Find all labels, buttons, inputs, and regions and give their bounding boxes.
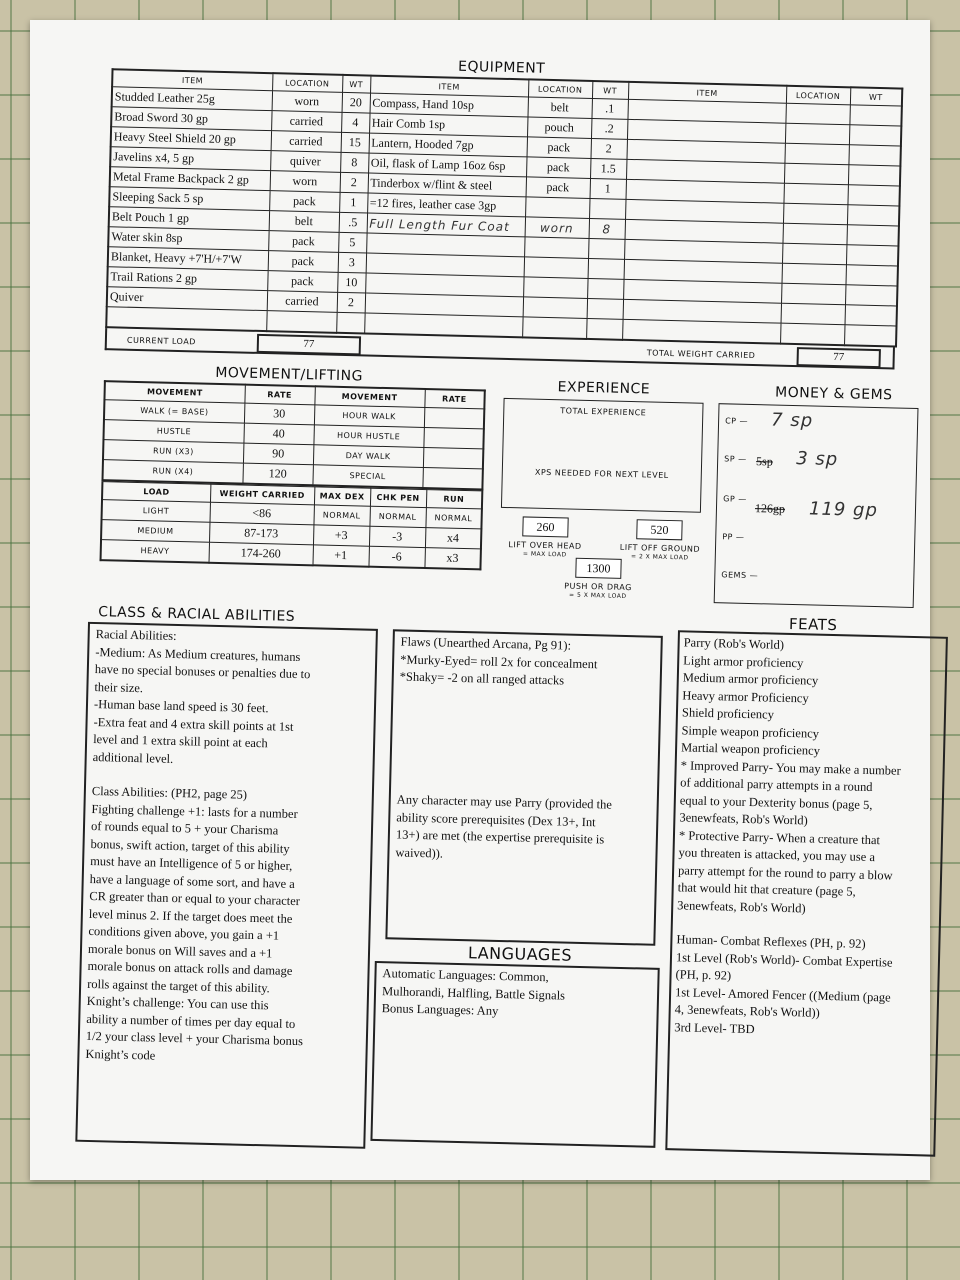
movement-title: MOVEMENT/LIFTING [215, 364, 364, 385]
rate-cell: 40 [243, 423, 313, 445]
weight-cell [586, 318, 622, 339]
class-ability-line: morale bonus on attack rolls and damage [87, 958, 293, 978]
chk-pen-cell: -6 [368, 546, 424, 568]
rate-cell [422, 467, 482, 489]
load-cell: HEAVY [101, 540, 209, 563]
weight-cell [588, 238, 624, 259]
movement-header: MOVEMENT [314, 386, 424, 407]
pp-label: PP — [722, 532, 745, 542]
sp-value: 3 sp [795, 448, 839, 471]
gp-value: 119 gp [808, 498, 879, 522]
weight-carried-cell: 174-260 [209, 542, 313, 565]
feats-title: FEATS [788, 614, 838, 635]
flaw-line: *Shaky= -2 on all ranged attacks [399, 669, 565, 688]
wt-header: WT [850, 87, 902, 106]
class-ability-line: Fighting challenge +1: lasts for a number [91, 801, 298, 821]
feat-line: Simple weapon proficiency [681, 722, 820, 741]
rate-header: RATE [424, 389, 484, 409]
rate-header: RATE [244, 385, 314, 405]
location-cell [784, 163, 848, 185]
class-title: CLASS & RACIAL ABILITIES [98, 604, 296, 625]
feat-line: Light armor proficiency [683, 652, 804, 670]
item-cell: Full Length Fur Coat [367, 213, 525, 237]
location-cell [783, 203, 847, 225]
cp-value: 7 sp [770, 409, 814, 432]
weight-cell: 2 [340, 172, 368, 193]
movement-cell: HOUR WALK [314, 405, 424, 428]
item-cell: Broad Sword 30 gp [111, 107, 271, 131]
push-drag-sub: = 5 X MAX LOAD [569, 591, 627, 600]
weight-carried-header: WEIGHT CARRIED [210, 484, 314, 505]
feat-line: Parry (Rob's World) [683, 635, 785, 652]
weight-cell: 20 [342, 92, 370, 113]
weight-cell: 8 [340, 152, 368, 173]
item-cell: Tinderbox w/flint & steel [368, 173, 526, 197]
equipment-table [105, 68, 903, 347]
item-header: ITEM [370, 76, 528, 97]
location-cell: pack [267, 271, 337, 293]
movement-cell: HOUR HUSTLE [313, 425, 423, 448]
weight-cell [845, 285, 897, 306]
rate-cell: 120 [242, 463, 312, 485]
feat-line: 1st Level- Amored Fencer ((Medium (page [674, 984, 891, 1005]
feat-line: Shield proficiency [681, 705, 775, 722]
language-line: Bonus Languages: Any [381, 1001, 499, 1018]
class-abilities-box [75, 622, 378, 1149]
item-cell: Oil, flask of Lamp 16oz 6sp [368, 153, 526, 177]
movement-cell: SPECIAL [312, 465, 422, 488]
class-ability-line: have no special bonuses or penalties due to [94, 662, 311, 682]
location-header: LOCATION [528, 79, 592, 98]
location-cell: pouch [527, 117, 591, 139]
item-cell: Water skin 8sp [108, 227, 268, 251]
weight-cell [588, 258, 624, 279]
weight-carried-cell: <86 [209, 502, 313, 525]
flaw-line: *Murky-Eyed= roll 2x for concealment [400, 651, 598, 671]
movement-cell: HUSTLE [103, 420, 243, 443]
item-cell [364, 313, 522, 337]
weight-cell: 1 [339, 192, 367, 213]
feat-line: of additional parry attempts in a round [680, 775, 873, 795]
weight-cell [847, 205, 899, 226]
movement-section [100, 380, 486, 570]
location-cell: belt [269, 211, 339, 233]
weight-cell: .1 [591, 98, 627, 119]
class-ability-line: of rounds equal to 5 + your Charisma [90, 818, 279, 838]
rate-cell: 30 [244, 403, 314, 425]
weight-cell: 4 [341, 112, 369, 133]
parry-note-line: 13+) are met (the expertise prerequisite is [395, 827, 605, 847]
run-header: RUN [426, 490, 482, 509]
location-cell [522, 317, 586, 339]
feat-line: 1st Level (Rob's World)- Combat Expertise [675, 949, 893, 970]
class-ability-line: level and 1 extra skill point at each [92, 731, 268, 751]
money-title: MONEY & GEMS [774, 384, 893, 404]
location-cell: worn [525, 217, 589, 239]
current-load-value: 77 [257, 334, 361, 356]
location-cell [525, 197, 589, 219]
location-cell: pack [526, 157, 590, 179]
paper-sheet [30, 20, 930, 1180]
xps-needed-label: XPS NEEDED FOR NEXT LEVEL [534, 467, 669, 480]
class-ability-line: CR greater than or equal to your character [89, 888, 301, 909]
item-cell: Compass, Hand 10sp [370, 93, 528, 117]
flaw-line: Flaws (Unearthed Arcana, Pg 91): [400, 634, 572, 653]
run-cell: x3 [424, 548, 480, 570]
item-cell: Blanket, Heavy +7'H/+7'W [108, 247, 268, 271]
item-cell [106, 307, 266, 331]
class-ability-line: must have an Intelligence of 5 or higher, [90, 853, 293, 873]
parry-note-line: ability score prerequisites (Dex 13+, Int [396, 809, 596, 829]
equipment-section [105, 68, 904, 369]
weight-cell [846, 245, 898, 266]
movement-cell: WALK (= BASE) [104, 400, 244, 423]
feat-line: 3enewfeats, Rob's World) [679, 810, 808, 828]
movement-cell: RUN (X3) [103, 440, 243, 463]
location-cell: quiver [270, 151, 340, 173]
item-cell: Heavy Steel Shield 20 gp [111, 127, 271, 151]
location-cell: pack [527, 137, 591, 159]
flaws-box [385, 629, 662, 946]
feat-line: 4, 3enewfeats, Rob's World)) [674, 1002, 820, 1020]
class-ability-line: Knight’s code [85, 1046, 156, 1063]
class-ability-line: level minus 2. If the target does meet the [88, 906, 293, 926]
item-cell: Quiver [107, 287, 267, 311]
weight-cell [587, 298, 623, 319]
location-cell [785, 103, 849, 125]
current-load-label: CURRENT LOAD [126, 335, 197, 347]
class-ability-line: rolls against the target of this ability. [87, 976, 270, 995]
lift-over-head-sub: = MAX LOAD [522, 550, 567, 559]
location-cell [781, 303, 845, 325]
total-weight-value: 77 [796, 347, 880, 368]
class-ability-line: morale bonus on Will saves and a +1 [87, 941, 273, 960]
location-cell [524, 257, 588, 279]
location-header: LOCATION [786, 86, 850, 105]
feat-line: * Improved Parry- You may make a number [680, 757, 901, 778]
movement-cell: RUN (X4) [102, 460, 242, 484]
rate-cell [424, 407, 484, 428]
load-cell: MEDIUM [101, 520, 209, 543]
class-ability-line: their size. [94, 679, 144, 695]
class-ability-line: -Human base land speed is 30 feet. [93, 697, 269, 716]
max-dex-cell: +1 [312, 545, 368, 567]
class-ability-line: Racial Abilities: [95, 627, 177, 643]
rate-cell: 90 [243, 443, 313, 465]
location-cell [523, 297, 587, 319]
location-cell [524, 237, 588, 259]
location-cell: carried [271, 131, 341, 153]
weight-cell [589, 198, 625, 219]
feat-line: Heavy armor Proficiency [682, 687, 809, 705]
weight-cell [849, 105, 901, 126]
location-cell [266, 311, 336, 333]
class-ability-line: have a language of some sort, and have a [89, 871, 296, 891]
push-drag-label: PUSH OR DRAG [564, 581, 632, 593]
weight-cell [849, 125, 901, 146]
item-cell: Sleeping Sack 5 sp [109, 187, 269, 211]
lift-off-ground-value: 520 [636, 519, 682, 540]
languages-title: LANGUAGES [467, 943, 573, 965]
weight-cell: 2 [337, 292, 365, 313]
location-cell: worn [272, 91, 342, 113]
location-cell [781, 283, 845, 305]
location-cell [782, 223, 846, 245]
weight-cell: .5 [339, 212, 367, 233]
weight-carried-cell: 87-173 [209, 522, 313, 545]
feat-line: parry attempt for the round to parry a blow [677, 862, 893, 883]
movement-cell: DAY WALK [313, 445, 423, 468]
location-cell: carried [267, 291, 337, 313]
class-ability-line: bonus, swift action, target of this ability [90, 836, 290, 856]
chk-pen-cell: -3 [369, 526, 425, 547]
item-cell: Belt Pouch 1 gp [109, 207, 269, 231]
location-cell: pack [526, 177, 590, 199]
class-ability-line: Knight’s challenge: You can use this [86, 993, 269, 1013]
sp-old-value: 5sp [755, 454, 773, 469]
weight-cell: 1.5 [590, 158, 626, 179]
movement-table [101, 380, 485, 490]
gems-label: GEMS — [721, 570, 759, 581]
class-ability-line: additional level. [92, 749, 174, 766]
lift-off-ground-label: LIFT OFF GROUND [619, 542, 701, 554]
experience-title: EXPERIENCE [557, 379, 651, 398]
lift-off-ground-sub: = 2 X MAX LOAD [630, 553, 689, 562]
character-sheet [74, 50, 960, 1211]
item-cell: Studded Leather 25g [112, 87, 272, 111]
max-dex-cell: NORMAL [313, 505, 369, 526]
weight-cell [848, 165, 900, 186]
class-ability-line: conditions given above, you gain a +1 [88, 923, 280, 943]
max-dex-header: MAX DEX [314, 487, 370, 506]
lift-over-head-label: LIFT OVER HEAD [508, 540, 582, 551]
item-cell: Lantern, Hooded 7gp [369, 133, 527, 157]
max-dex-cell: +3 [313, 525, 369, 546]
weight-cell [587, 278, 623, 299]
location-cell: pack [268, 231, 338, 253]
feat-line: 3enewfeats, Rob's World) [677, 897, 806, 915]
location-cell: belt [527, 97, 591, 119]
weight-cell: 10 [337, 272, 365, 293]
language-line: Mulhorandi, Halfling, Battle Signals [381, 983, 566, 1003]
location-cell: worn [270, 171, 340, 193]
feat-line: that would hit that creature (page 5, [677, 880, 856, 899]
feat-line: Human- Combat Reflexes (PH, p. 92) [676, 932, 866, 951]
feat-line: Medium armor proficiency [682, 670, 819, 688]
weight-cell: 3 [338, 252, 366, 273]
lift-over-head-value: 260 [522, 516, 568, 537]
feats-box [665, 630, 948, 1156]
money-box [714, 403, 919, 608]
feat-line: (PH, p. 92) [675, 967, 732, 983]
languages-box [370, 961, 659, 1148]
weight-cell: 15 [341, 132, 369, 153]
feat-line: * Protective Parry- When a creature that [678, 827, 881, 847]
language-line: Automatic Languages: Common, [382, 966, 549, 985]
item-cell: =12 fires, leather case 3gp [367, 193, 525, 217]
feat-line: equal to your Dexterity bonus (page 5, [679, 792, 873, 812]
feat-line: 3rd Level- TBD [674, 1019, 755, 1036]
weight-cell: 1 [590, 178, 626, 199]
location-cell: pack [268, 251, 338, 273]
class-ability-line: 1/2 your class level + your Charisma bonus [85, 1028, 304, 1049]
weight-cell: .2 [591, 118, 627, 139]
run-cell: x4 [425, 528, 481, 549]
total-experience-label: TOTAL EXPERIENCE [560, 406, 647, 418]
location-cell [782, 263, 846, 285]
movement-header: MOVEMENT [104, 381, 244, 403]
wt-header: WT [592, 81, 628, 99]
rate-cell [423, 427, 483, 448]
weight-cell [848, 145, 900, 166]
location-cell [784, 143, 848, 165]
weight-cell: 8 [589, 218, 625, 239]
item-cell: Hair Comb 1sp [369, 113, 527, 137]
location-cell: pack [269, 191, 339, 213]
class-ability-line: ability a number of times per day equal to [86, 1011, 296, 1031]
location-cell [785, 123, 849, 145]
gp-label: GP — [723, 494, 747, 504]
chk-pen-cell: NORMAL [369, 506, 425, 527]
location-cell: carried [271, 111, 341, 133]
weight-cell: 5 [338, 232, 366, 253]
load-cell: LIGHT [102, 500, 210, 523]
gp-old-value: 126gp [754, 501, 786, 516]
item-cell [622, 319, 780, 343]
class-ability-line: Class Abilities: (PH2, page 25) [91, 783, 248, 802]
rate-cell [423, 447, 483, 468]
weight-cell [847, 185, 899, 206]
location-cell [782, 243, 846, 265]
location-cell [523, 277, 587, 299]
run-cell: NORMAL [425, 508, 481, 529]
weight-cell: 2 [590, 138, 626, 159]
weight-cell [846, 225, 898, 246]
item-cell: Trail Rations 2 gp [107, 267, 267, 291]
class-ability-line: -Medium: As Medium creatures, humans [95, 644, 301, 664]
location-header: LOCATION [272, 73, 342, 92]
item-cell: Metal Frame Backpack 2 gp [110, 167, 270, 191]
weight-cell [844, 325, 896, 347]
sp-label: SP — [724, 454, 747, 464]
experience-box [501, 398, 704, 513]
weight-cell [845, 265, 897, 286]
feat-line: Martial weapon proficiency [680, 740, 821, 758]
chk-pen-header: CHK PEN [370, 488, 426, 507]
parry-note-line: waived)). [395, 844, 444, 861]
weight-cell [845, 305, 897, 326]
location-cell [783, 183, 847, 205]
class-ability-line: -Extra feat and 4 extra skill points at 1st [93, 714, 294, 734]
load-table [100, 481, 484, 570]
wt-header: WT [342, 75, 370, 93]
location-cell [780, 323, 844, 345]
feat-line: you threaten is attacked, you may use a [678, 845, 876, 865]
weight-cell [336, 312, 364, 333]
item-header: ITEM [112, 69, 272, 90]
item-header: ITEM [628, 82, 786, 103]
total-weight-label: TOTAL WEIGHT CARRIED [646, 348, 756, 361]
cp-label: CP — [725, 416, 749, 426]
equipment-title: EQUIPMENT [457, 58, 546, 77]
push-drag-value: 1300 [575, 558, 621, 579]
item-cell: Javelins x4, 5 gp [110, 147, 270, 171]
load-header: LOAD [102, 482, 210, 503]
parry-note-line: Any character may use Parry (provided the [396, 792, 613, 812]
